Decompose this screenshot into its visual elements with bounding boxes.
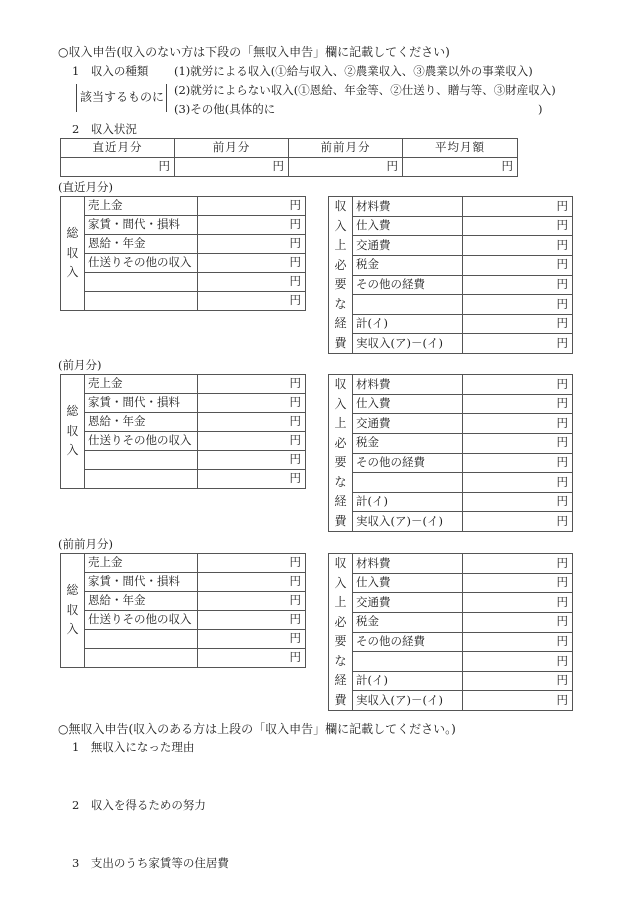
expense-row	[329, 554, 573, 574]
income-amount-field[interactable]: 円	[198, 432, 306, 451]
income-item	[85, 470, 198, 489]
gross-income-group-label: 総収入	[61, 375, 85, 489]
income-item: 仕送りその他の収入	[85, 432, 198, 451]
expense-row	[329, 593, 573, 613]
bracket-note: 該当するものに	[80, 90, 165, 104]
income-item: 恩給・年金	[85, 235, 198, 254]
housing-cost-label: 3 支出のうち家賃等の住居費	[72, 856, 229, 870]
expense-row	[329, 295, 573, 315]
expense-item: 税金	[353, 255, 463, 275]
expense-item: 仕入費	[353, 573, 463, 593]
income-amount-field[interactable]: 円	[198, 197, 306, 216]
income-row	[61, 216, 306, 235]
expense-table	[328, 196, 573, 354]
income-amount-field[interactable]: 円	[198, 216, 306, 235]
expense-row	[329, 314, 573, 334]
expense-group-label: 収入上必要な経費	[329, 375, 353, 532]
expense-item: 実収入(ア)－(イ)	[353, 691, 463, 711]
month-label: (前月分)	[58, 358, 102, 372]
expense-amount-field[interactable]: 円	[463, 394, 573, 414]
expense-row	[329, 334, 573, 354]
expense-amount-field[interactable]: 円	[463, 554, 573, 574]
expense-row	[329, 632, 573, 652]
expense-amount-field[interactable]: 円	[463, 414, 573, 434]
income-status-label: 2 収入状況	[72, 122, 137, 136]
no-income-declaration-title: ○無収入申告(収入のある方は上段の「収入申告」欄に記載してください。)	[58, 722, 456, 736]
expense-row	[329, 573, 573, 593]
expense-amount-field[interactable]: 円	[463, 216, 573, 236]
summary-header-average: 平均月額	[403, 139, 518, 158]
expense-amount-field[interactable]: 円	[463, 197, 573, 217]
income-declaration-title: ○収入申告(収入のない方は下段の「無収入申告」欄に記載してください)	[58, 45, 450, 59]
month-label: (直近月分)	[58, 180, 113, 194]
expense-row	[329, 414, 573, 434]
income-amount-field[interactable]: 円	[198, 394, 306, 413]
expense-row	[329, 433, 573, 453]
income-item	[85, 649, 198, 668]
summary-value-prev2[interactable]: 円	[289, 158, 403, 177]
month-label: (前前月分)	[58, 537, 113, 551]
income-row	[61, 197, 306, 216]
income-row	[61, 273, 306, 292]
expense-amount-field[interactable]: 円	[463, 671, 573, 691]
income-row	[61, 470, 306, 489]
expense-amount-field[interactable]: 円	[463, 275, 573, 295]
income-item	[85, 273, 198, 292]
expense-table	[328, 553, 573, 711]
expense-item	[353, 295, 463, 315]
no-income-reason-label: 1 無収入になった理由	[72, 740, 195, 754]
expense-amount-field[interactable]: 円	[463, 334, 573, 354]
income-item	[85, 630, 198, 649]
expense-row	[329, 375, 573, 395]
income-type-label: 1 収入の種類	[72, 64, 149, 78]
income-item: 家賃・間代・損料	[85, 573, 198, 592]
income-item: 売上金	[85, 197, 198, 216]
expense-item	[353, 473, 463, 493]
income-row	[61, 292, 306, 311]
expense-amount-field[interactable]: 円	[463, 375, 573, 395]
expense-amount-field[interactable]: 円	[463, 512, 573, 532]
income-item: 仕送りその他の収入	[85, 254, 198, 273]
income-amount-field[interactable]: 円	[198, 451, 306, 470]
expense-item: 材料費	[353, 197, 463, 217]
income-effort-label: 2 収入を得るための努力	[72, 798, 206, 812]
summary-value-latest[interactable]: 円	[61, 158, 175, 177]
income-row	[61, 375, 306, 394]
expense-item: 計(イ)	[353, 314, 463, 334]
income-amount-field[interactable]: 円	[198, 470, 306, 489]
expense-group-label: 収入上必要な経費	[329, 197, 353, 354]
expense-amount-field[interactable]: 円	[463, 492, 573, 512]
income-type-option-2: (2)就労によらない収入(①恩給、年金等、②仕送り、贈与等、③財産収入)	[174, 83, 556, 97]
income-amount-field[interactable]: 円	[198, 649, 306, 668]
expense-row	[329, 255, 573, 275]
other-close-paren: )	[538, 102, 543, 116]
expense-row	[329, 512, 573, 532]
expense-amount-field[interactable]: 円	[463, 295, 573, 315]
income-amount-field[interactable]: 円	[198, 235, 306, 254]
expense-item: その他の経費	[353, 632, 463, 652]
summary-value-prev[interactable]: 円	[175, 158, 289, 177]
expense-item: 税金	[353, 433, 463, 453]
expense-amount-field[interactable]: 円	[463, 593, 573, 613]
expense-amount-field[interactable]: 円	[463, 632, 573, 652]
income-amount-field[interactable]: 円	[198, 611, 306, 630]
expense-item: 実収入(ア)－(イ)	[353, 334, 463, 354]
expense-row	[329, 453, 573, 473]
expense-amount-field[interactable]: 円	[463, 236, 573, 256]
income-item: 売上金	[85, 375, 198, 394]
gross-income-table	[60, 553, 306, 668]
expense-amount-field[interactable]: 円	[463, 612, 573, 632]
expense-item: 交通費	[353, 414, 463, 434]
expense-row	[329, 652, 573, 672]
income-row	[61, 611, 306, 630]
income-item	[85, 292, 198, 311]
expense-item: その他の経費	[353, 453, 463, 473]
income-item: 恩給・年金	[85, 592, 198, 611]
expense-item: 交通費	[353, 593, 463, 613]
income-item: 恩給・年金	[85, 413, 198, 432]
expense-item	[353, 652, 463, 672]
expense-row	[329, 236, 573, 256]
income-amount-field[interactable]: 円	[198, 254, 306, 273]
expense-amount-field[interactable]: 円	[463, 314, 573, 334]
expense-row	[329, 197, 573, 217]
expense-row	[329, 216, 573, 236]
expense-item: その他の経費	[353, 275, 463, 295]
expense-row	[329, 691, 573, 711]
expense-row	[329, 473, 573, 493]
income-type-option-1: (1)就労による収入(①給与収入、②農業収入、③農業以外の事業収入)	[174, 64, 533, 78]
income-row	[61, 451, 306, 470]
expense-row	[329, 275, 573, 295]
expense-amount-field[interactable]: 円	[463, 473, 573, 493]
income-amount-field[interactable]: 円	[198, 554, 306, 573]
expense-row	[329, 394, 573, 414]
gross-income-table	[60, 374, 306, 489]
income-row	[61, 254, 306, 273]
expense-row	[329, 612, 573, 632]
expense-amount-field[interactable]: 円	[463, 691, 573, 711]
gross-income-table	[60, 196, 306, 311]
income-item: 仕送りその他の収入	[85, 611, 198, 630]
summary-header-latest: 直近月分	[61, 139, 175, 158]
expense-item: 交通費	[353, 236, 463, 256]
income-item: 売上金	[85, 554, 198, 573]
expense-item: 計(イ)	[353, 671, 463, 691]
expense-item: 材料費	[353, 554, 463, 574]
income-amount-field[interactable]: 円	[198, 413, 306, 432]
expense-item: 実収入(ア)－(イ)	[353, 512, 463, 532]
income-amount-field[interactable]: 円	[198, 273, 306, 292]
gross-income-group-label: 総収入	[61, 197, 85, 311]
income-row	[61, 573, 306, 592]
income-row	[61, 630, 306, 649]
income-row	[61, 554, 306, 573]
expense-row	[329, 671, 573, 691]
expense-item: 税金	[353, 612, 463, 632]
expense-item: 仕入費	[353, 394, 463, 414]
income-row	[61, 649, 306, 668]
income-item: 家賃・間代・損料	[85, 394, 198, 413]
income-item: 家賃・間代・損料	[85, 216, 198, 235]
expense-amount-field[interactable]: 円	[463, 255, 573, 275]
gross-income-group-label: 総収入	[61, 554, 85, 668]
income-type-option-3: (3)その他(具体的に	[174, 102, 276, 116]
summary-header-prev: 前月分	[175, 139, 289, 158]
expense-item: 仕入費	[353, 216, 463, 236]
income-row	[61, 592, 306, 611]
expense-table	[328, 374, 573, 532]
expense-row	[329, 492, 573, 512]
summary-value-average[interactable]: 円	[403, 158, 518, 177]
income-amount-field[interactable]: 円	[198, 292, 306, 311]
income-summary-table	[60, 138, 518, 177]
income-amount-field[interactable]: 円	[198, 592, 306, 611]
expense-group-label: 収入上必要な経費	[329, 554, 353, 711]
income-amount-field[interactable]: 円	[198, 375, 306, 394]
expense-amount-field[interactable]: 円	[463, 433, 573, 453]
expense-amount-field[interactable]: 円	[463, 652, 573, 672]
expense-amount-field[interactable]: 円	[463, 573, 573, 593]
income-row	[61, 432, 306, 451]
income-row	[61, 394, 306, 413]
expense-item: 材料費	[353, 375, 463, 395]
income-item	[85, 451, 198, 470]
expense-amount-field[interactable]: 円	[463, 453, 573, 473]
expense-item: 計(イ)	[353, 492, 463, 512]
summary-header-prev2: 前前月分	[289, 139, 403, 158]
income-amount-field[interactable]: 円	[198, 630, 306, 649]
income-amount-field[interactable]: 円	[198, 573, 306, 592]
income-row	[61, 235, 306, 254]
income-row	[61, 413, 306, 432]
